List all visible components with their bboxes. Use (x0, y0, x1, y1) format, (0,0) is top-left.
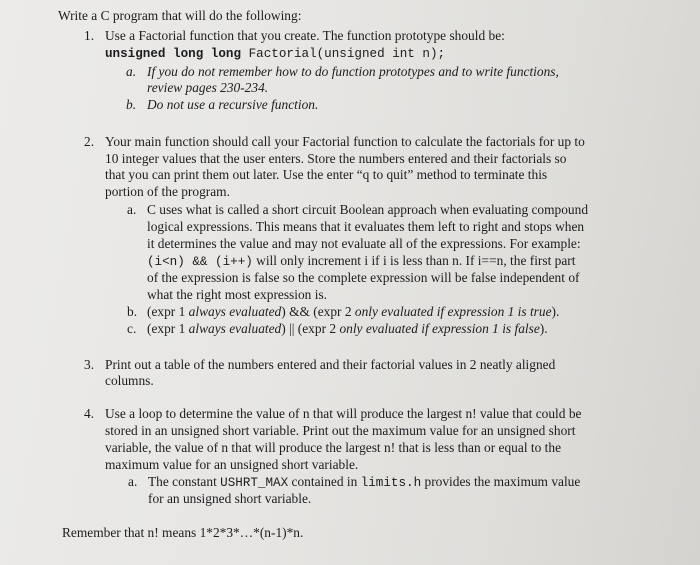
example-code: (i<n) && (i++) (147, 255, 253, 269)
item2-a-line6: what the right most expression is. (147, 287, 328, 302)
intro-line: Write a C program that will do the following: (58, 8, 302, 23)
item2-c-mark: c. (127, 321, 137, 336)
item3-line2: columns. (105, 373, 154, 388)
item2-line3: that you can print them out later. Use the enter “q to quit” method to terminate this (105, 167, 548, 182)
item2-a-line1: C uses what is called a short circuit Boolean approach when evaluating compound (147, 202, 589, 217)
item3-line1: Print out a table of the numbers entered and their factorial values in 2 neatly aligned (105, 357, 556, 372)
footer-note: Remember that n! means 1*2*3*…*(n-1)*n. (62, 525, 304, 540)
c-part3: ) || (expr 2 (281, 321, 340, 336)
item1-b-line1: Do not use a recursive function. (147, 97, 319, 112)
item2-line2: 10 integer values that the user enters. Store the numbers entered and their factorials so (105, 151, 567, 166)
item4-line1: Use a loop to determine the value of n that will produce the largest n! value that could be (105, 406, 582, 421)
item1-number: 1. (84, 28, 95, 43)
b-part5: ). (551, 304, 560, 319)
item2-b-mark: b. (127, 304, 138, 319)
item2-number: 2. (84, 134, 95, 149)
item1-a-mark: a. (126, 64, 137, 79)
b-part3: ) && (expr 2 (281, 304, 355, 319)
c-part5: ). (539, 321, 548, 336)
item4-line4: maximum value for an unsigned short variable. (105, 457, 359, 472)
item2-line1: Your main function should call your Factorial function to calculate the factorials for up to (105, 134, 585, 149)
item2-a-line2: logical expressions. This means that it evaluates them left to right and stops when (147, 219, 585, 234)
item4-a-line2: for an unsigned short variable. (148, 491, 312, 506)
c-part1: (expr 1 (147, 321, 189, 336)
item2-a-line5: of the expression is false so the complete expression will be false independent of (147, 270, 580, 285)
item1-prototype (105, 45, 445, 62)
item4-line3: variable, the value of n that will produce the largest n! that is less than or equal to the (105, 440, 562, 455)
prototype-signature: Factorial(unsigned int n); (241, 47, 446, 61)
item4-line2: stored in an unsigned short variable. Print out the maximum value for an unsigned short (105, 423, 576, 438)
b-part2: always evaluated (188, 304, 282, 319)
item1-b-mark: b. (126, 97, 137, 112)
a-part3: provides the maximum value (421, 474, 581, 489)
a-part1: The constant (148, 474, 221, 489)
c-part2: always evaluated (188, 321, 282, 336)
item2-c-line (147, 321, 548, 337)
item4-a-line1 (148, 474, 580, 491)
item3-number: 3. (84, 357, 95, 372)
a-part2: contained in (288, 474, 361, 489)
prototype-return-type: unsigned long long (105, 47, 242, 61)
limits-h-code: limits.h (360, 476, 422, 490)
item2-a-mark: a. (127, 202, 137, 217)
ushrt-max-code: USHRT_MAX (220, 476, 289, 490)
item1-a-line2: review pages 230-234. (147, 80, 269, 95)
item2-a-line4-text: will only increment i if i is less than n. If i==n, the first part (252, 253, 576, 268)
b-part1: (expr 1 (147, 304, 189, 319)
item2-a-line3: it determines the value and may not evaluate all of the expressions. For example: (147, 236, 581, 251)
b-part4: only evaluated if expression 1 is true (354, 304, 552, 319)
item1-a-line1: If you do not remember how to do function prototypes and to write functions, (147, 64, 559, 79)
item2-line4: portion of the program. (105, 184, 230, 199)
item4-a-mark: a. (128, 474, 138, 489)
item4-number: 4. (84, 406, 95, 421)
c-part4: only evaluated if expression 1 is false (339, 321, 540, 336)
item2-a-line4 (147, 253, 575, 270)
item1-line1: Use a Factorial function that you create. The function prototype should be: (105, 28, 505, 43)
item2-b-line (147, 304, 559, 320)
